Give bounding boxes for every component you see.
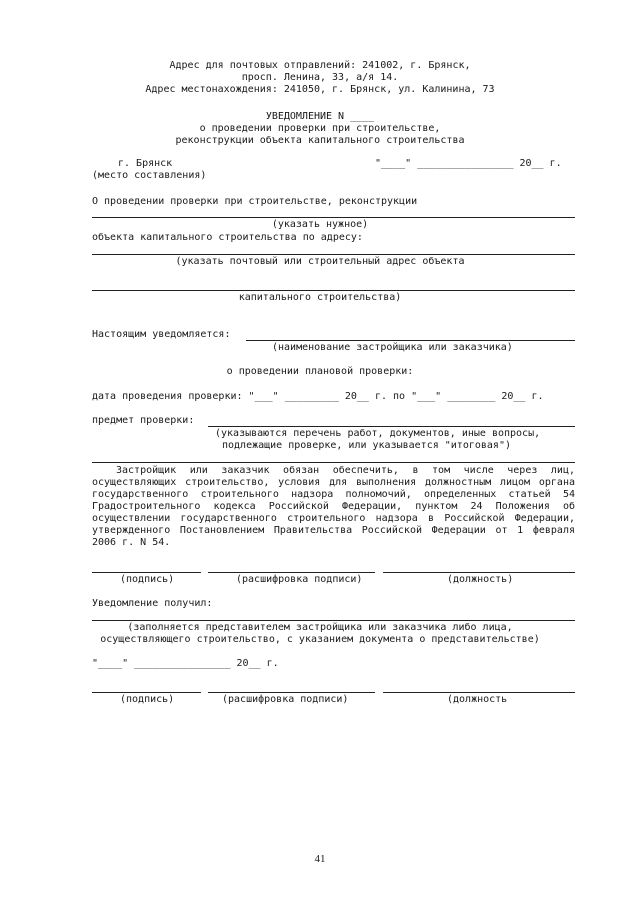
hint-developer: (наименование застройщика или заказчика) (272, 342, 513, 353)
hint-subject-2: подлежащие проверке, или указывается "итоговая") (222, 440, 511, 451)
rule-needed (92, 217, 575, 218)
rule-decode-2 (208, 692, 375, 693)
place-city: г. Брянск (118, 158, 173, 169)
postal-address-line-2: просп. Ленина, 33, а/я 14. (241, 72, 399, 83)
rule-decode-1 (208, 572, 375, 573)
hint-address-2: капитального строительства) (238, 292, 402, 303)
notice-title-line-3: реконструкции объекта капитального строительства (175, 135, 465, 146)
rule-address (92, 254, 575, 255)
place-label: (место составления) (92, 170, 207, 181)
rule-developer (246, 340, 575, 341)
rule-position-1 (383, 572, 575, 573)
check-subject-label: предмет проверки: (92, 415, 195, 426)
hint-address-1: (указать почтовый или строительный адрес объекта (175, 256, 465, 267)
rule-sign-1 (92, 572, 201, 573)
planned-check: о проведении плановой проверки: (226, 366, 414, 377)
rule-position-2 (383, 692, 575, 693)
compile-date: "____" ________________ 20__ г. (375, 158, 562, 169)
notice-title-line-2: о проведении проверки при строительстве, (199, 123, 441, 134)
position-label-1: (должность) (447, 574, 514, 585)
received-date: "____" ________________ 20__ г. (92, 658, 279, 669)
received-hint-2: осуществляющего строительство, с указанием документа о представительстве) (100, 634, 540, 645)
obligation-paragraph: Застройщик или заказчик обязан обеспечить, в том числе через лиц, осуществляющих строительство, условия для выполнения должностным лицом органа государственного строительного надзора полномочий, определенных статьей 54 Градостроительного кодекса Российской Федерации, пунктом 24 Положения об осуществлении государственного строительного надзора в Российской Федерации, утвержденного Постановлением Правительства Российской Федерации от 1 февраля 2006 г. N 54. (92, 465, 575, 548)
rule-address-2 (92, 290, 575, 291)
postal-address-line-1: Адрес для почтовых отправлений: 241002, г. Брянск, (169, 60, 471, 71)
subject-intro: О проведении проверки при строительстве, реконструкции (92, 196, 418, 207)
received-label: Уведомление получил: (92, 598, 213, 609)
check-dates: дата проведения проверки: "___" _________ 20__ г. по "___" ________ 20__ г. (92, 391, 544, 402)
notice-title-number: УВЕДОМЛЕНИЕ N ____ (265, 111, 375, 122)
hint-subject-1: (указываются перечень работ, документов, иные вопросы, (215, 428, 541, 439)
location-address: Адрес местонахождения: 241050, г. Брянск, ул. Калинина, 73 (145, 84, 495, 95)
sign-label-1: (подпись) (120, 574, 175, 585)
page-number: 41 (314, 853, 326, 865)
rule-received (92, 620, 575, 621)
decode-label-1: (расшифровка подписи) (236, 574, 363, 585)
rule-sign-2 (92, 692, 201, 693)
notify-label: Настоящим уведомляется: (92, 329, 231, 340)
received-hint-1: (заполняется представителем застройщика или заказчика либо лица, (127, 622, 513, 633)
object-address-label: объекта капитального строительства по адресу: (92, 232, 363, 243)
rule-subject-end (92, 462, 575, 463)
hint-needed: (указать нужное) (271, 219, 369, 230)
position-label-2: (должность (447, 694, 508, 705)
sign-label-2: (подпись) (120, 694, 175, 705)
decode-label-2: (расшифровка подписи) (222, 694, 349, 705)
rule-subject (208, 426, 575, 427)
